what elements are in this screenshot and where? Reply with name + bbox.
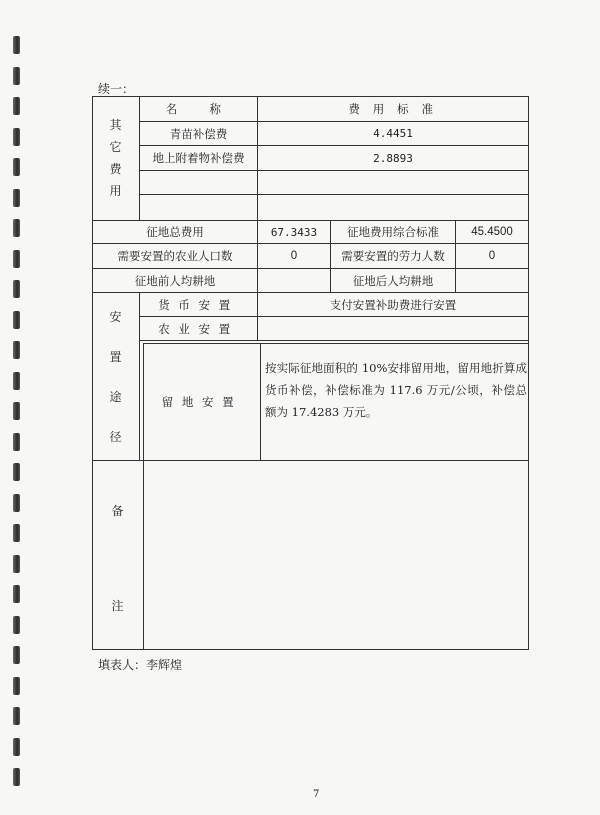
binding-ring bbox=[13, 189, 20, 207]
binding-ring bbox=[13, 646, 20, 664]
binding-ring bbox=[13, 463, 20, 481]
binding-ring bbox=[13, 158, 20, 176]
binding-ring bbox=[13, 219, 20, 237]
fee-cost bbox=[258, 171, 528, 194]
binding-ring bbox=[13, 494, 20, 512]
binding-ring bbox=[13, 524, 20, 542]
remarks-label-1: 备 bbox=[111, 503, 124, 518]
filled-by-label: 填表人：李辉煌 bbox=[98, 658, 183, 672]
labor-count-label: 需要安置的劳力人数 bbox=[341, 249, 445, 263]
labor-count-value: 0 bbox=[488, 250, 496, 262]
fee-cost bbox=[258, 195, 528, 220]
page-number: 7 bbox=[313, 789, 320, 800]
continued-label: 续一： bbox=[98, 82, 135, 96]
binding-ring bbox=[13, 738, 20, 756]
binding-ring bbox=[13, 67, 20, 85]
binding-ring bbox=[13, 250, 20, 268]
binding-ring bbox=[13, 280, 20, 298]
binding-ring bbox=[13, 555, 20, 573]
land-before-value bbox=[258, 269, 330, 292]
fee-name: 青苗补偿费 bbox=[169, 126, 228, 141]
land-after-value bbox=[456, 269, 528, 292]
binding-ring bbox=[13, 36, 20, 54]
binding-ring bbox=[13, 677, 20, 695]
binding-ring bbox=[13, 128, 20, 146]
other-fees-side-label: 其 它 费 用 bbox=[109, 118, 122, 198]
column-header-cost: 费 用 标 准 bbox=[348, 102, 438, 116]
fee-name: 地上附着物补偿费 bbox=[152, 151, 245, 165]
land-before-label: 征地前人均耕地 bbox=[134, 273, 216, 288]
farm-population-value: 0 bbox=[290, 250, 298, 262]
farm-population-label: 需要安置的农业人口数 bbox=[117, 249, 233, 263]
standard-label: 征地费用综合标准 bbox=[347, 225, 439, 239]
binding-ring bbox=[13, 616, 20, 634]
resettlement-method: 农业安置 bbox=[158, 321, 239, 336]
fee-name bbox=[140, 171, 257, 194]
binding-ring bbox=[13, 341, 20, 359]
binding-ring bbox=[13, 97, 20, 115]
land-after-label: 征地后人均耕地 bbox=[352, 273, 434, 288]
fee-name bbox=[140, 195, 257, 220]
binding-rings bbox=[10, 36, 24, 796]
remarks-label-2: 注 bbox=[111, 598, 124, 613]
standard-value: 45.4500 bbox=[471, 226, 513, 238]
binding-ring bbox=[13, 707, 20, 725]
total-cost-value: 67.3433 bbox=[270, 225, 318, 239]
total-cost-label: 征地总费用 bbox=[146, 225, 204, 239]
remarks-content bbox=[144, 461, 528, 649]
binding-ring bbox=[13, 402, 20, 420]
fee-cost: 4.4451 bbox=[373, 127, 413, 140]
resettlement-side-label: 安 置 途 径 bbox=[109, 309, 122, 444]
binding-ring bbox=[13, 311, 20, 329]
resettlement-detail bbox=[258, 317, 528, 340]
fee-cost: 2.8893 bbox=[373, 151, 413, 165]
binding-ring bbox=[13, 768, 20, 786]
resettlement-method: 留地安置 bbox=[161, 395, 243, 409]
resettlement-detail: 支付安置补助费进行安置 bbox=[329, 297, 457, 312]
binding-ring bbox=[13, 585, 20, 603]
column-header-name: 名 称 bbox=[165, 102, 232, 116]
reserved-land-description: 按实际征地面积的 10%安排留用地，留用地折算成货币补偿，补偿标准为 117.6 万元/公顷，补偿总额为 17.4283 万元。 bbox=[265, 361, 527, 419]
resettlement-method: 货币安置 bbox=[158, 297, 239, 312]
binding-ring bbox=[13, 372, 20, 390]
binding-ring bbox=[13, 433, 20, 451]
